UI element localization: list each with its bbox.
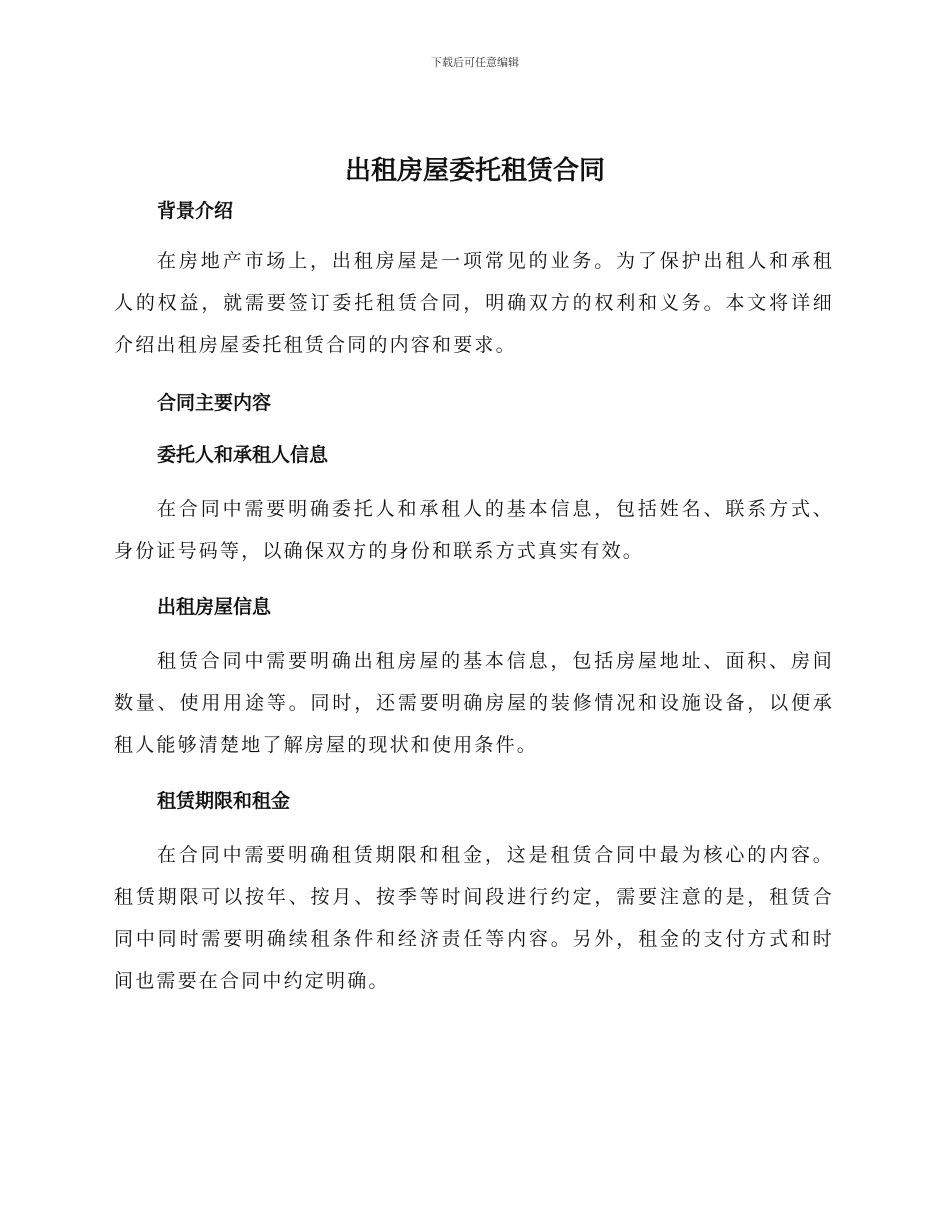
section-heading-term-and-rent: 租赁期限和租金: [157, 790, 291, 812]
page-header-note: 下载后可任意编辑: [431, 56, 519, 69]
section-paragraph-term-and-rent: 在合同中需要明确租赁期限和租金，这是租赁合同中最为核心的内容。租赁期限可以按年、按月、按季等时间段进行约定，需要注意的是，租赁合同中同时需要明确续租条件和经济责任等内容。另外，租金的支付方式和时间也需要在合同中约定明确。: [114, 844, 834, 992]
section-heading-property-info: 出租房屋信息: [157, 596, 272, 618]
document-title: 出租房屋委托租赁合同: [344, 156, 605, 186]
section-heading-main-content: 合同主要内容: [157, 392, 272, 414]
section-heading-party-info: 委托人和承租人信息: [157, 444, 329, 466]
section-paragraph-background: 在房地产市场上，出租房屋是一项常见的业务。为了保护出租人和承租人的权益，就需要签订委托租赁合同，明确双方的权利和义务。本文将详细介绍出租房屋委托租赁合同的内容和要求。: [114, 250, 834, 356]
section-heading-background: 背景介绍: [157, 200, 234, 222]
section-paragraph-party-info: 在合同中需要明确委托人和承租人的基本信息，包括姓名、联系方式、身份证号码等，以确保双方的身份和联系方式真实有效。: [114, 498, 834, 562]
document-body: [114, 196, 834, 1002]
section-paragraph-property-info: 租赁合同中需要明确出租房屋的基本信息，包括房屋地址、面积、房间数量、使用用途等。同时，还需要明确房屋的装修情况和设施设备，以便承租人能够清楚地了解房屋的现状和使用条件。: [114, 650, 834, 756]
